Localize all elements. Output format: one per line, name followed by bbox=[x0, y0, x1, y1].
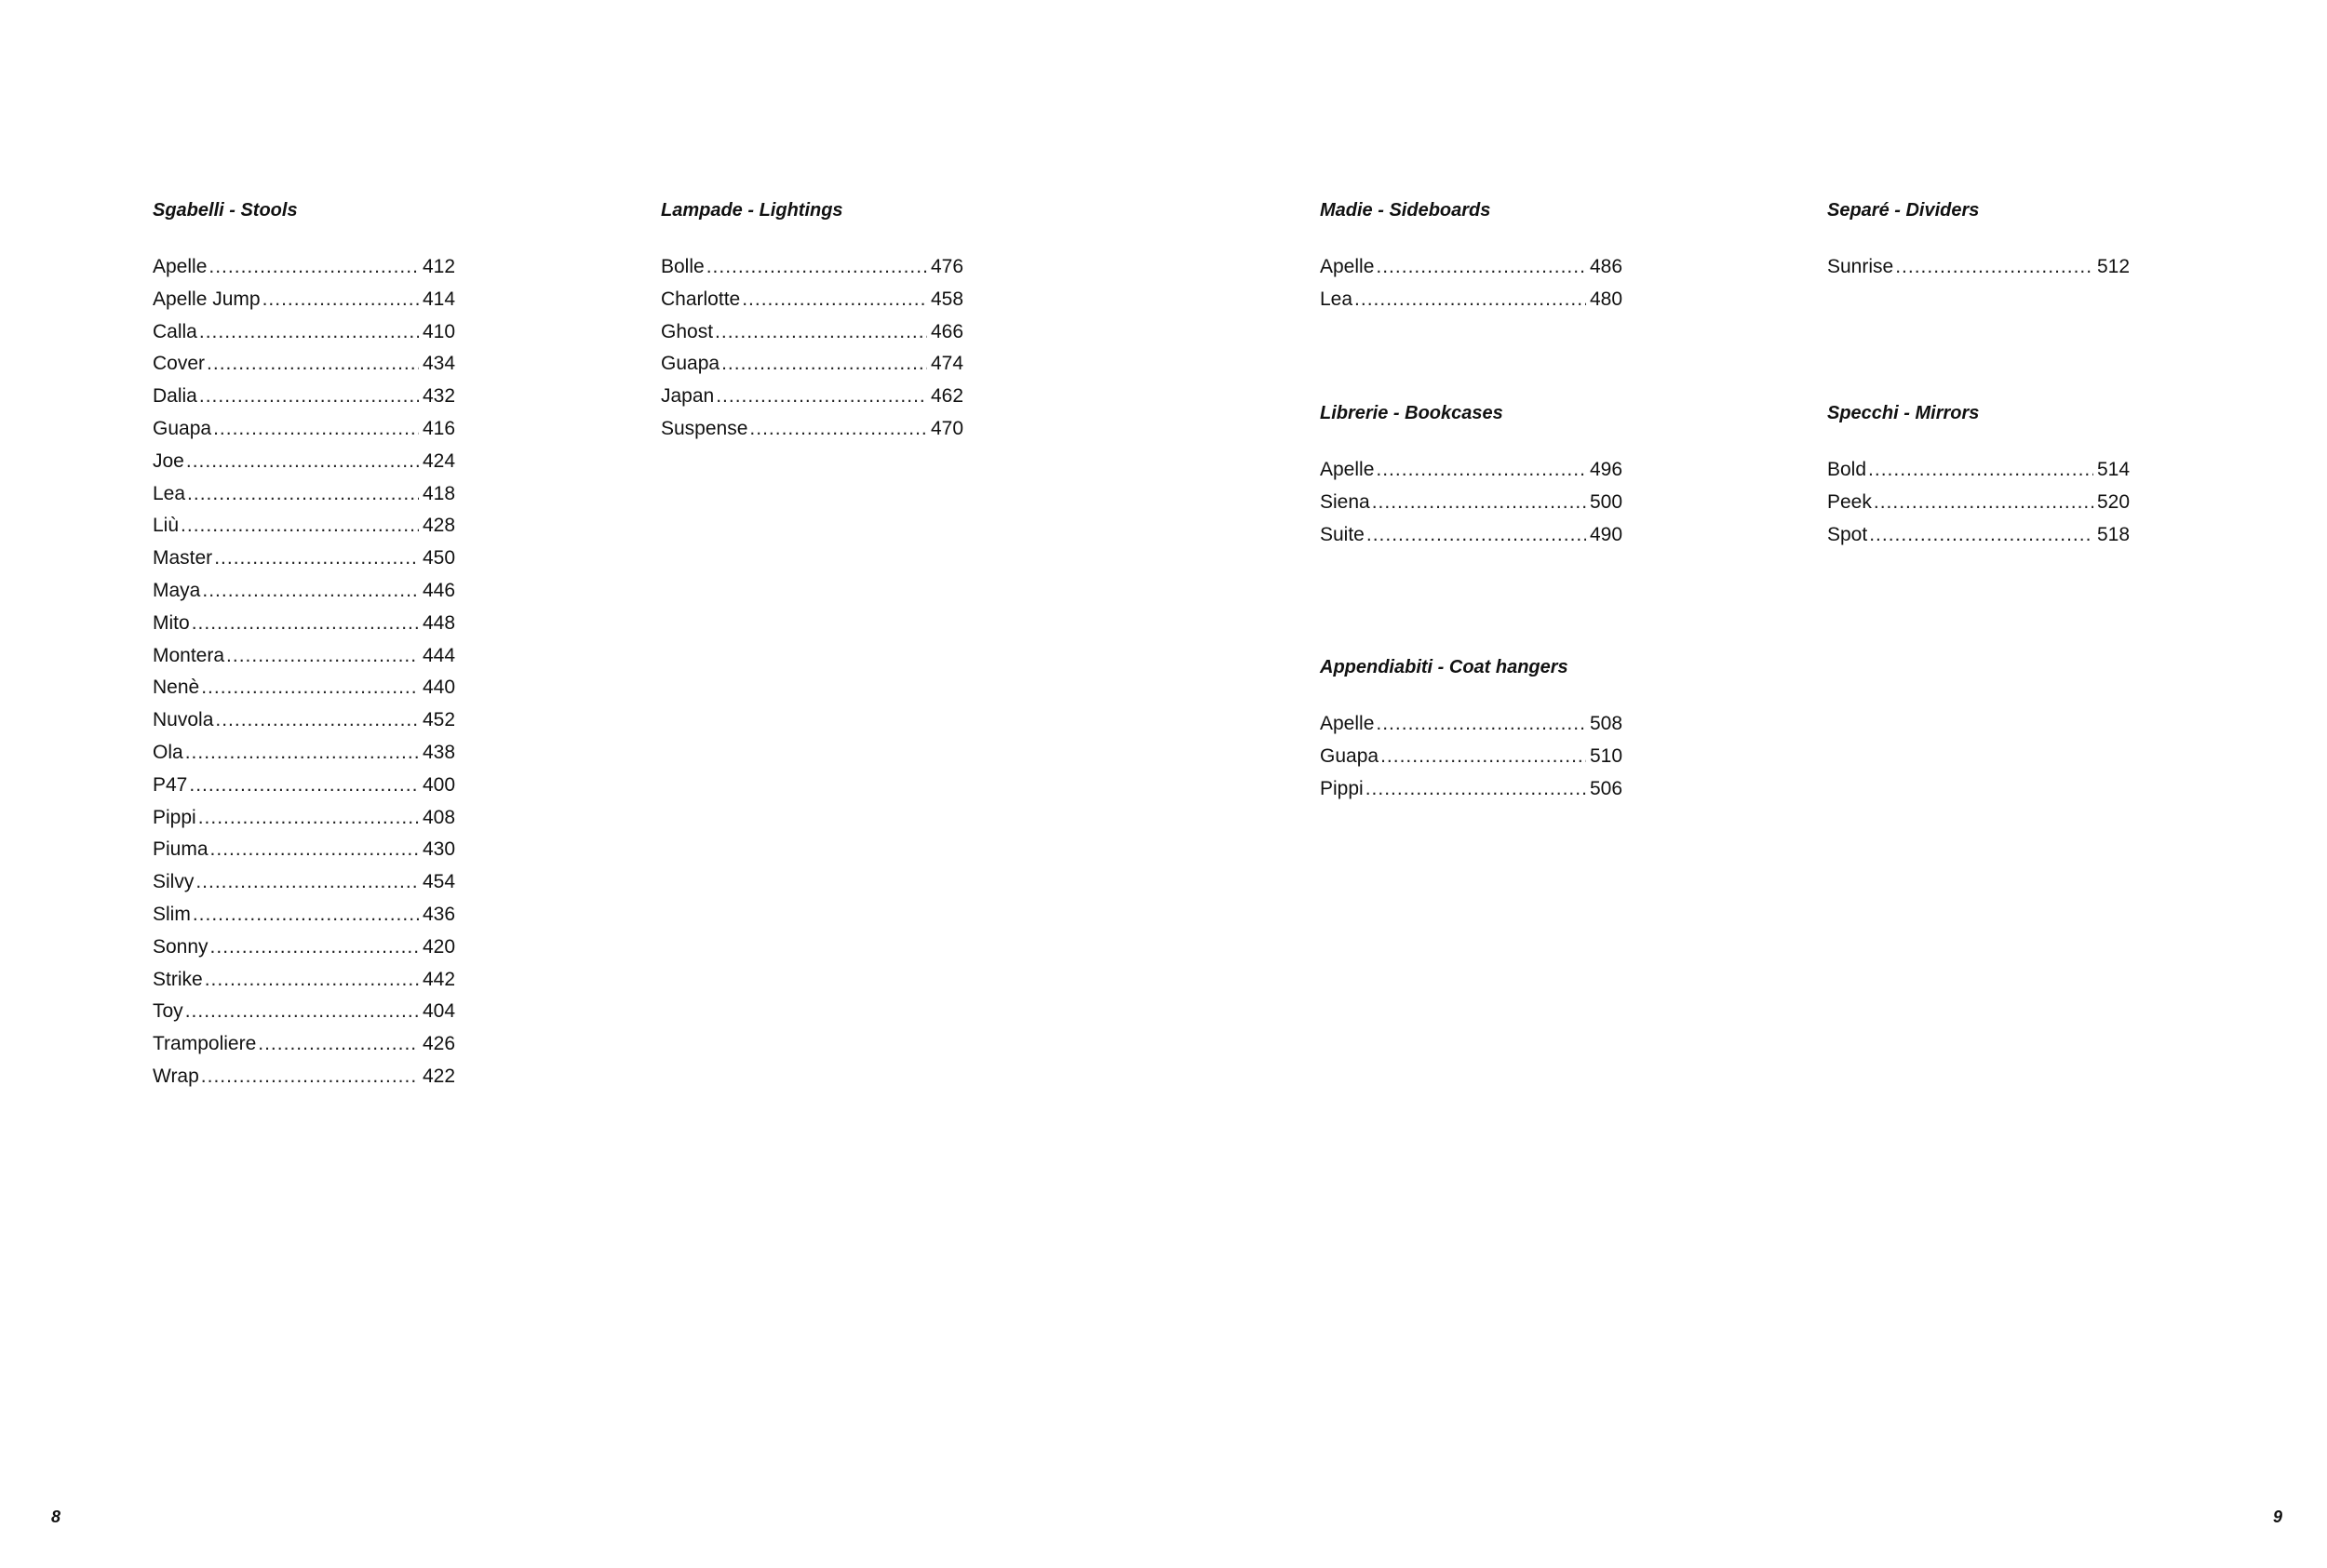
section-lightings bbox=[661, 199, 968, 446]
page-number-right: 9 bbox=[2273, 1508, 2283, 1526]
index-entry bbox=[153, 866, 460, 899]
section-mirrors bbox=[1827, 402, 2134, 551]
entry-page-number: 444 bbox=[423, 644, 456, 666]
index-entry bbox=[1320, 519, 1627, 552]
dot-leader bbox=[742, 284, 927, 316]
index-entry bbox=[1827, 519, 2134, 552]
entry-page-number: 446 bbox=[423, 579, 456, 601]
entry-name: Nuvola bbox=[153, 709, 214, 731]
section-title: Specchi - Mirrors bbox=[1827, 403, 1980, 423]
dot-leader bbox=[1372, 487, 1586, 519]
index-entry bbox=[153, 834, 460, 866]
entry-list bbox=[1320, 251, 1627, 316]
entry-name: Japan bbox=[661, 385, 715, 408]
entry-page-number: 424 bbox=[423, 449, 456, 472]
dot-leader bbox=[1869, 519, 2093, 552]
entry-page-number: 414 bbox=[423, 288, 456, 310]
entry-name: Nenè bbox=[153, 677, 200, 699]
entry-name: Bold bbox=[1827, 459, 1867, 480]
index-entry bbox=[661, 284, 968, 316]
entry-name: P47 bbox=[153, 773, 188, 796]
dot-leader bbox=[186, 446, 419, 478]
dot-leader bbox=[185, 737, 419, 770]
section-sideboards bbox=[1320, 199, 1627, 316]
entry-name: Apelle Jump bbox=[153, 288, 261, 310]
index-entry bbox=[153, 899, 460, 931]
section-title: Appendiabiti - Coat hangers bbox=[1320, 657, 1568, 677]
index-entry bbox=[153, 964, 460, 997]
entry-name: Master bbox=[153, 547, 213, 570]
entry-page-number: 506 bbox=[1590, 777, 1623, 799]
entry-page-number: 410 bbox=[423, 320, 456, 342]
entry-name: Montera bbox=[153, 644, 225, 666]
entry-name: Ghost bbox=[661, 320, 714, 342]
entry-page-number: 490 bbox=[1590, 523, 1623, 545]
index-entry bbox=[153, 251, 460, 284]
dot-leader bbox=[1376, 708, 1586, 741]
entry-name: Sunrise bbox=[1827, 256, 1894, 277]
index-entry bbox=[1827, 454, 2134, 487]
entry-list bbox=[661, 251, 968, 446]
dot-leader bbox=[181, 510, 419, 543]
entry-name: Pippi bbox=[153, 806, 196, 828]
index-entry bbox=[153, 704, 460, 737]
entry-page-number: 428 bbox=[423, 515, 456, 537]
dot-leader bbox=[213, 413, 419, 446]
dot-leader bbox=[198, 802, 419, 835]
entry-page-number: 512 bbox=[2097, 256, 2131, 277]
index-entry bbox=[153, 672, 460, 704]
section-title: Madie - Sideboards bbox=[1320, 200, 1491, 221]
index-entry bbox=[1320, 741, 1627, 773]
entry-page-number: 400 bbox=[423, 773, 456, 796]
entry-name: Maya bbox=[153, 579, 201, 601]
entry-page-number: 432 bbox=[423, 385, 456, 408]
entry-page-number: 416 bbox=[423, 417, 456, 439]
index-entry bbox=[153, 510, 460, 543]
entry-page-number: 476 bbox=[931, 256, 964, 277]
index-entry bbox=[153, 996, 460, 1028]
entry-page-number: 422 bbox=[423, 1065, 456, 1087]
dot-leader bbox=[189, 770, 419, 802]
dot-leader bbox=[192, 608, 419, 640]
entry-name: Piuma bbox=[153, 838, 208, 861]
dot-leader bbox=[706, 251, 927, 284]
entry-page-number: 454 bbox=[423, 871, 456, 893]
section-dividers bbox=[1827, 199, 2134, 284]
index-entry bbox=[153, 284, 460, 316]
entry-page-number: 426 bbox=[423, 1033, 456, 1055]
entry-page-number: 438 bbox=[423, 741, 456, 763]
entry-page-number: 510 bbox=[1590, 744, 1623, 767]
page-number-left: 8 bbox=[51, 1508, 61, 1526]
dot-leader bbox=[1895, 251, 2093, 284]
entry-page-number: 452 bbox=[423, 709, 456, 731]
index-entry bbox=[661, 316, 968, 349]
entry-name: Lea bbox=[1320, 288, 1353, 310]
entry-page-number: 466 bbox=[931, 320, 964, 342]
dot-leader bbox=[207, 348, 419, 381]
entry-name: Bolle bbox=[661, 256, 705, 277]
entry-name: Liù bbox=[153, 515, 180, 537]
dot-leader bbox=[262, 284, 419, 316]
entry-page-number: 518 bbox=[2097, 523, 2131, 545]
entry-page-number: 508 bbox=[1590, 713, 1623, 734]
dot-leader bbox=[210, 931, 419, 964]
entry-name: Pippi bbox=[1320, 777, 1364, 799]
dot-leader bbox=[1874, 487, 2093, 519]
section-title: Separé - Dividers bbox=[1827, 200, 1980, 221]
dot-leader bbox=[226, 640, 419, 673]
entry-page-number: 436 bbox=[423, 903, 456, 925]
entry-name: Guapa bbox=[153, 417, 212, 439]
entry-name: Calla bbox=[153, 320, 197, 342]
entry-page-number: 408 bbox=[423, 806, 456, 828]
dot-leader bbox=[210, 834, 419, 866]
index-entry bbox=[661, 348, 968, 381]
dot-leader bbox=[258, 1028, 419, 1061]
entry-name: Silvy bbox=[153, 871, 195, 893]
index-entry bbox=[1320, 251, 1627, 284]
index-entry bbox=[153, 543, 460, 575]
dot-leader bbox=[1380, 741, 1586, 773]
dot-leader bbox=[715, 316, 927, 349]
section-title: Librerie - Bookcases bbox=[1320, 403, 1503, 423]
dot-leader bbox=[1376, 251, 1586, 284]
entry-page-number: 500 bbox=[1590, 490, 1623, 513]
entry-page-number: 420 bbox=[423, 935, 456, 958]
entry-name: Suite bbox=[1320, 523, 1365, 545]
index-entry bbox=[153, 608, 460, 640]
dot-leader bbox=[721, 348, 927, 381]
entry-name: Toy bbox=[153, 1000, 183, 1023]
entry-page-number: 486 bbox=[1590, 256, 1623, 277]
entry-name: Guapa bbox=[661, 353, 720, 375]
entry-name: Suspense bbox=[661, 417, 748, 439]
entry-name: Mito bbox=[153, 611, 190, 634]
entry-name: Ola bbox=[153, 741, 183, 763]
dot-leader bbox=[199, 381, 419, 413]
index-entry bbox=[153, 640, 460, 673]
entry-name: Sonny bbox=[153, 935, 208, 958]
entry-page-number: 450 bbox=[423, 547, 456, 570]
index-entry bbox=[153, 770, 460, 802]
entry-name: Strike bbox=[153, 968, 203, 990]
entry-list bbox=[153, 251, 460, 1093]
dot-leader bbox=[716, 381, 927, 413]
entry-page-number: 412 bbox=[423, 256, 456, 277]
index-entry bbox=[1320, 487, 1627, 519]
index-entry bbox=[153, 316, 460, 349]
entry-name: Apelle bbox=[153, 256, 208, 277]
dot-leader bbox=[199, 316, 419, 349]
dot-leader bbox=[201, 672, 419, 704]
entry-page-number: 514 bbox=[2097, 459, 2131, 480]
index-entry bbox=[153, 381, 460, 413]
entry-name: Charlotte bbox=[661, 288, 741, 310]
index-entry bbox=[153, 478, 460, 511]
section-bookcases bbox=[1320, 402, 1627, 551]
dot-leader bbox=[1868, 454, 2093, 487]
index-entry bbox=[153, 931, 460, 964]
entry-list bbox=[1827, 454, 2134, 551]
index-entry bbox=[1827, 487, 2134, 519]
dot-leader bbox=[208, 251, 419, 284]
index-entry bbox=[153, 446, 460, 478]
dot-leader bbox=[215, 704, 419, 737]
index-entry bbox=[661, 251, 968, 284]
section-stools bbox=[153, 199, 460, 1093]
index-entry bbox=[153, 802, 460, 835]
entry-page-number: 474 bbox=[931, 353, 964, 375]
entry-name: Joe bbox=[153, 449, 184, 472]
entry-page-number: 418 bbox=[423, 482, 456, 504]
dot-leader bbox=[202, 575, 419, 608]
dot-leader bbox=[195, 866, 419, 899]
entry-page-number: 496 bbox=[1590, 459, 1623, 480]
entry-name: Apelle bbox=[1320, 713, 1375, 734]
entry-name: Spot bbox=[1827, 523, 1868, 545]
index-entry bbox=[1320, 773, 1627, 806]
entry-page-number: 404 bbox=[423, 1000, 456, 1023]
entry-list bbox=[1827, 251, 2134, 284]
entry-page-number: 470 bbox=[931, 417, 964, 439]
dot-leader bbox=[185, 996, 419, 1028]
entry-name: Wrap bbox=[153, 1065, 199, 1087]
entry-list bbox=[1320, 708, 1627, 805]
entry-name: Peek bbox=[1827, 490, 1872, 513]
entry-page-number: 462 bbox=[931, 385, 964, 408]
entry-page-number: 448 bbox=[423, 611, 456, 634]
entry-name: Apelle bbox=[1320, 256, 1375, 277]
dot-leader bbox=[193, 899, 419, 931]
index-entry bbox=[153, 737, 460, 770]
dot-leader bbox=[201, 1061, 419, 1093]
entry-page-number: 442 bbox=[423, 968, 456, 990]
index-entry bbox=[1320, 284, 1627, 316]
entry-page-number: 430 bbox=[423, 838, 456, 861]
section-coat-hangers bbox=[1320, 656, 1627, 805]
entry-name: Lea bbox=[153, 482, 186, 504]
index-entry bbox=[153, 575, 460, 608]
index-entry bbox=[153, 1061, 460, 1093]
index-entry bbox=[153, 1028, 460, 1061]
index-entry bbox=[661, 413, 968, 446]
dot-leader bbox=[1354, 284, 1586, 316]
entry-name: Siena bbox=[1320, 490, 1370, 513]
dot-leader bbox=[187, 478, 419, 511]
entry-name: Slim bbox=[153, 903, 191, 925]
entry-name: Apelle bbox=[1320, 459, 1375, 480]
index-entry bbox=[1827, 251, 2134, 284]
entry-name: Dalia bbox=[153, 385, 197, 408]
entry-page-number: 458 bbox=[931, 288, 964, 310]
index-entry bbox=[1320, 454, 1627, 487]
dot-leader bbox=[205, 964, 419, 997]
entry-page-number: 440 bbox=[423, 677, 456, 699]
dot-leader bbox=[749, 413, 927, 446]
entry-page-number: 434 bbox=[423, 353, 456, 375]
entry-name: Cover bbox=[153, 353, 206, 375]
dot-leader bbox=[1366, 519, 1586, 552]
entry-page-number: 520 bbox=[2097, 490, 2131, 513]
entry-name: Guapa bbox=[1320, 744, 1379, 767]
dot-leader bbox=[1365, 773, 1586, 806]
dot-leader bbox=[214, 543, 419, 575]
section-title: Lampade - Lightings bbox=[661, 200, 843, 221]
section-title: Sgabelli - Stools bbox=[153, 200, 298, 221]
index-entry bbox=[661, 381, 968, 413]
index-entry bbox=[153, 348, 460, 381]
entry-page-number: 480 bbox=[1590, 288, 1623, 310]
entry-name: Trampoliere bbox=[153, 1033, 257, 1055]
dot-leader bbox=[1376, 454, 1586, 487]
entry-list bbox=[1320, 454, 1627, 551]
index-entry bbox=[153, 413, 460, 446]
index-entry bbox=[1320, 708, 1627, 741]
